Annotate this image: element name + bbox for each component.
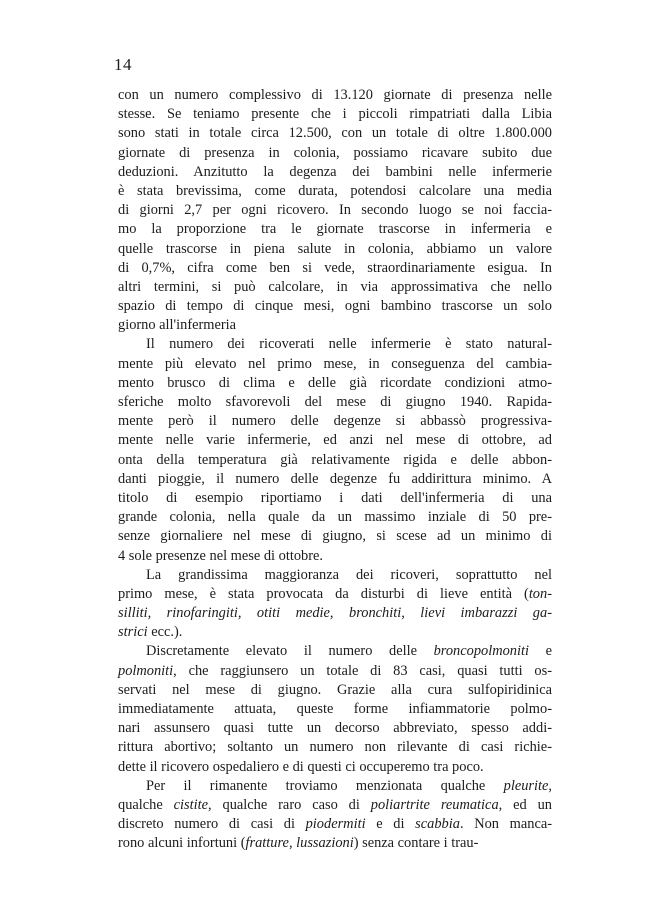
text-run: e di: [365, 816, 416, 833]
text-run: sono stati in totale circa 12.500, con un totale di oltre 1.800.000: [118, 125, 552, 142]
text-run: nari assunsero quasi tutte un decorso abbreviato, spesso addi-: [118, 720, 552, 737]
page-number: 14: [114, 55, 132, 74]
text-line: [118, 489, 552, 508]
text-line: [118, 451, 552, 470]
text-line: [118, 124, 552, 143]
text-line: [118, 374, 552, 393]
text-run: danti pioggie, il numero delle degenze fu addirittura minimo. A: [118, 470, 552, 487]
text-line: [118, 815, 552, 834]
text-run: primo mese, è stata provocata da disturbi di lieve entità (: [118, 585, 529, 602]
text-run: ecc.).: [147, 624, 183, 641]
text-run: di 0,7%, cifra come ben si vede, straordinariamente esigua. In: [118, 259, 552, 276]
text-line: [118, 719, 552, 738]
italic-term: scabbia: [415, 816, 460, 833]
text-line: [118, 240, 552, 259]
text-run: ,: [548, 777, 552, 794]
italic-term: fratture, lussazioni: [245, 835, 354, 852]
text-line: [118, 547, 552, 566]
text-run: spazio di tempo di cinque mesi, ogni bambino trascorse un solo: [118, 298, 552, 315]
paragraph-degenza: [118, 86, 552, 335]
text-run: La grandissima maggioranza dei ricoveri, soprattutto nel: [146, 566, 552, 583]
text-line: [118, 662, 552, 681]
italic-term: broncopolmoniti: [433, 643, 529, 660]
text-run: , ed un: [498, 796, 552, 813]
text-line: [118, 355, 552, 374]
text-run: mente più elevato nel primo mese, in conseguenza del cambia-: [118, 355, 552, 372]
text-run: deduzioni. Anzitutto la degenza dei bambini nelle infermerie: [118, 163, 552, 180]
text-run: Discretamente elevato il numero delle: [146, 643, 434, 660]
italic-term: pleurite: [503, 777, 549, 794]
text-run: immediatamente attuata, queste forme infiammatorie polmo-: [118, 701, 552, 717]
text-run: qualche: [118, 796, 174, 813]
text-run: mo la proporzione tra le giornate trascorse in infermeria e: [118, 221, 552, 238]
text-run: , qualche raro caso di: [208, 796, 371, 813]
italic-term: piodermiti: [305, 816, 366, 833]
text-line: [118, 796, 552, 815]
text-run: grande colonia, nella quale da un massimo inziale di 50 pre-: [118, 509, 552, 526]
text-line: [118, 220, 552, 239]
text-line: [118, 316, 552, 335]
text-line: [118, 681, 552, 700]
italic-term: silliti, rinofaringiti, otiti medie, bronchiti, lievi imbarazzi ga-: [118, 605, 552, 622]
text-line: [118, 508, 552, 527]
text-run: senze giornaliere nel mese di giugno, si scese ad un minimo di: [118, 528, 552, 545]
text-run: titolo di esempio riportiamo i dati dell'infermeria di una: [118, 489, 552, 506]
text-line: [118, 527, 552, 546]
text-line: [118, 105, 552, 124]
text-run: servati nel mese di giugno. Grazie alla cura sulfopiridinica: [118, 681, 552, 698]
text-run: rono alcuni infortuni (: [118, 835, 246, 852]
text-run: ) senza contare i trau-: [353, 835, 479, 852]
text-line: [118, 393, 552, 412]
text-run: mento brusco di clima e delle già ricordate condizioni atmo-: [118, 374, 552, 391]
italic-term: poliartrite reumatica: [370, 796, 499, 813]
text-line: [118, 144, 552, 163]
paragraph-broncopolmoniti: [118, 642, 552, 776]
text-run: mente però il numero delle degenze si abbassò progressiva-: [118, 413, 552, 430]
text-run: mente nelle varie infermerie, ed anzi nel mese di ottobre, ad: [118, 432, 552, 449]
text-run: Per il rimanente troviamo menzionata qualche: [146, 777, 504, 794]
text-line: [118, 604, 552, 623]
italic-term: polmoniti: [118, 662, 174, 679]
text-run: di giorni 2,7 per ogni ricovero. In secondo luogo se noi faccia-: [118, 202, 552, 219]
text-line: [118, 623, 552, 642]
text-line: [118, 412, 552, 431]
text-line: [118, 585, 552, 604]
italic-term: strici: [118, 624, 148, 641]
text-line: [118, 278, 552, 297]
text-line: [118, 297, 552, 316]
text-run: è stata brevissima, come durata, potendosi calcolare una media: [118, 182, 552, 199]
text-line: [118, 700, 552, 719]
text-run: giornate di presenza in colonia, possiamo ricavare subito due: [118, 144, 552, 161]
text-run: . Non manca-: [459, 816, 553, 833]
italic-term: cistite: [173, 796, 209, 813]
text-line: [118, 738, 552, 757]
text-run: sferiche molto sfavorevoli del mese di giugno 1940. Rapida-: [118, 394, 552, 410]
text-run: stesse. Se teniamo presente che i piccoli rimpatriati dalla Libia: [118, 106, 552, 123]
text-run: giorno all'infermeria: [118, 317, 237, 334]
text-line: [118, 431, 552, 450]
italic-term: ton-: [528, 585, 552, 602]
text-run: con un numero complessivo di 13.120 giornate di presenza nelle: [118, 87, 552, 103]
text-line: [118, 182, 552, 201]
text-run: Il numero dei ricoverati nelle infermerie è stato natural-: [146, 336, 552, 353]
text-line: [118, 834, 552, 853]
text-run: 4 sole presenze nel mese di ottobre.: [118, 547, 323, 564]
text-line: [118, 642, 552, 661]
text-run: quelle trascorse in piena salute in colonia, abbiamo un valore: [118, 240, 552, 257]
text-line: [118, 470, 552, 489]
text-line: [118, 259, 552, 278]
text-line: [118, 86, 552, 105]
text-line: [118, 201, 552, 220]
paragraph-ricoverati: [118, 335, 552, 565]
text-line: [118, 758, 552, 777]
paragraph-rimanente: [118, 777, 552, 854]
text-run: altri termini, si può calcolare, in via approssimativa che nello: [118, 278, 552, 295]
text-run: , che raggiunsero un totale di 83 casi, quasi tutti os-: [173, 662, 552, 679]
text-line: [118, 335, 552, 354]
paragraph-disturbi: [118, 566, 552, 643]
text-line: [118, 163, 552, 182]
text-run: rittura abortivo; soltanto un numero non rilevante di casi richie-: [118, 739, 552, 756]
body-text: [118, 86, 552, 854]
text-run: discreto numero di casi di: [118, 816, 306, 833]
text-run: onta della temperatura già relativamente rigida e delle abbon-: [118, 451, 552, 468]
text-run: e: [528, 643, 552, 660]
text-run: dette il ricovero ospedaliero e di questi ci occuperemo tra poco.: [118, 758, 484, 775]
text-line: [118, 777, 552, 796]
text-line: [118, 566, 552, 585]
